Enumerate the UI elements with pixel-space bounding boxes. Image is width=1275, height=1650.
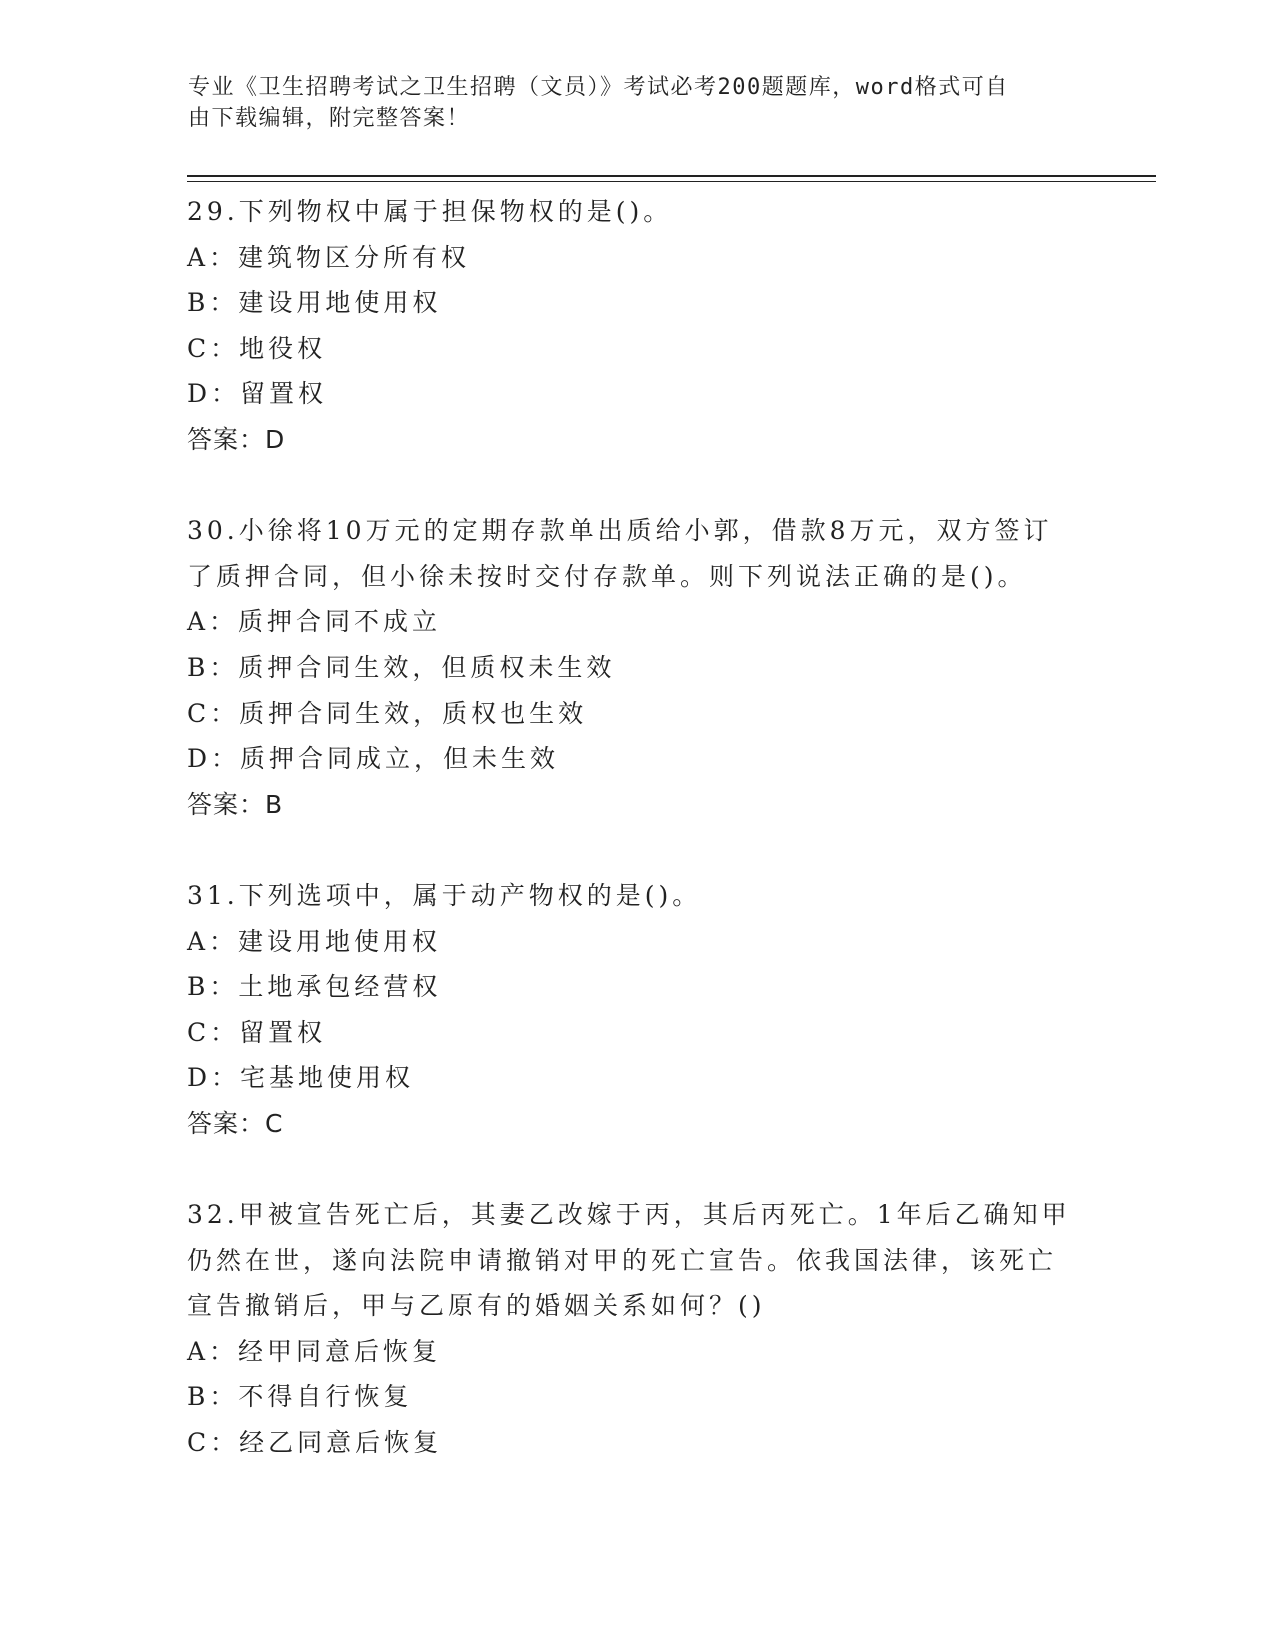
option-c: C：经乙同意后恢复 (187, 1428, 443, 1458)
option-b: B：质押合同生效，但质权未生效 (187, 652, 616, 682)
question-stem-line: 30.小徐将10万元的定期存款单出质给小郭，借款8万元，双方签订 (187, 516, 1053, 546)
option-d: D：宅基地使用权 (187, 1063, 415, 1093)
question-30 (187, 508, 1087, 827)
option-a: A：质押合同不成立 (187, 607, 442, 637)
answer-line: 答案：C (187, 1108, 284, 1138)
question-spacer (187, 463, 1087, 509)
option-a: A：建筑物区分所有权 (187, 242, 471, 272)
option-c: C：质押合同生效，质权也生效 (187, 698, 588, 728)
question-29 (187, 189, 1087, 463)
question-stem-line: 仍然在世，遂向法院申请撤销对甲的死亡宣告。依我国法律，该死亡 (187, 1245, 1058, 1275)
question-spacer (187, 1146, 1087, 1192)
option-c: C：地役权 (187, 333, 327, 363)
answer-line: 答案：D (187, 424, 286, 454)
question-stem-line: 宣告撤销后，甲与乙原有的婚姻关系如何？() (187, 1291, 766, 1321)
question-stem-line: 29.下列物权中属于担保物权的是()。 (187, 197, 673, 226)
header-line-1: 专业《卫生招聘考试之卫生招聘（文员）》考试必考200题题库，word格式可自 (188, 75, 1009, 100)
document-header (188, 72, 1068, 134)
question-32 (187, 1192, 1087, 1466)
question-31 (187, 873, 1087, 1147)
question-spacer (187, 827, 1087, 873)
header-line-2: 由下载编辑，附完整答案！ (188, 106, 471, 131)
option-b: B：建设用地使用权 (187, 288, 442, 318)
question-stem-line: 了质押合同，但小徐未按时交付存款单。则下列说法正确的是()。 (187, 561, 1027, 591)
header-rule-thick (187, 175, 1156, 177)
option-b: B：土地承包经营权 (187, 972, 442, 1002)
option-b: B：不得自行恢复 (187, 1382, 413, 1412)
option-a: A：经甲同意后恢复 (187, 1336, 442, 1366)
option-a: A：建设用地使用权 (187, 926, 442, 956)
header-rule-thin (187, 181, 1156, 182)
option-c: C：留置权 (187, 1017, 327, 1047)
question-stem-line: 31.下列选项中，属于动产物权的是()。 (187, 880, 702, 910)
question-stem-line: 32.甲被宣告死亡后，其妻乙改嫁于丙，其后丙死亡。1年后乙确知甲 (187, 1200, 1071, 1230)
question-list (187, 189, 1087, 1466)
option-d: D：质押合同成立，但未生效 (187, 744, 560, 774)
option-d: D：留置权 (187, 379, 328, 409)
answer-line: 答案：B (187, 789, 284, 819)
